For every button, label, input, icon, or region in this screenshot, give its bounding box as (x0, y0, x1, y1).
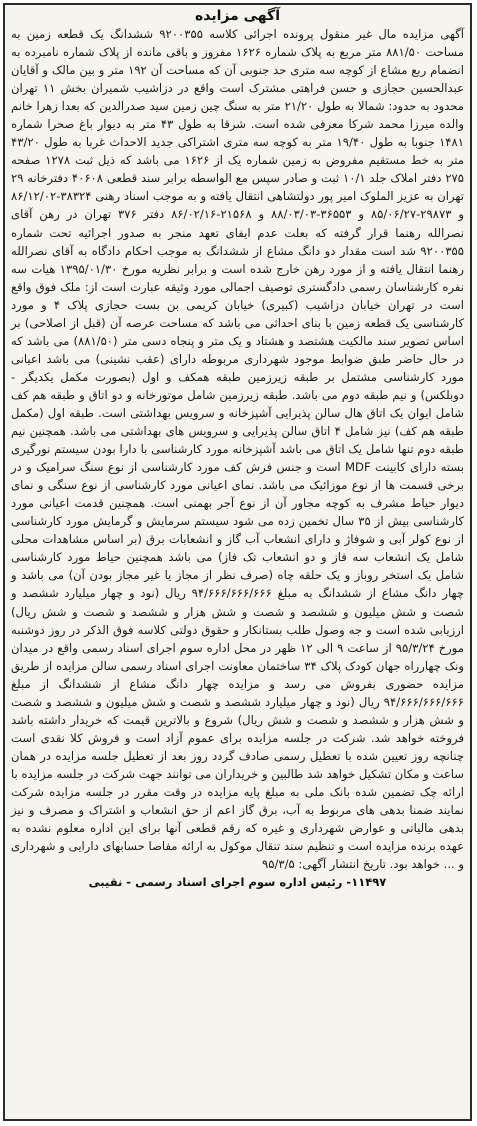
notice-body: آگهی مزایده مال غیر منقول پرونده اجرائی کلاسه ۹۲۰۰۳۵۵ ششدانگ یک قطعه زمین به مساحت ۸۸۱/۵۰ متر مربع به پلاک شماره ۱۶۲۶ مفروز و باقی مانده از پلاک شماره نامبرده به انضمام ربع مشاع از کوچه سه متری حد جنوبی آن که مساحت آن ۱۹۲ متر و بین مالک و آقایان عبدالحسین حجازی و حسن فراهتی مشترک است واقع در دزاشیب شمیران بخش ۱۱ تهران محدود به حدود: شمالا به طول ۲۱/۲۰ متر به سنگ چین زمین سید صدرالدین که بعدا زهرا خانم والده میرزا محمد شرکا معرفی شده است. شرقا به طول ۴۳ متر به دیوار باغ صحرا شماره ۱۴۸۱ جنوبا به طول ۱۹/۴۰ متر به کوچه سه متری اشتراکی جدید الاحداث غربا به طول ۴۳/۲۰ متر به خط مستقیم مفروض به زمین شماره یک از ۱۶۲۶ می باشد که ذیل ثبت ۱۲۷۸ صفحه ۲۷۵ دفتر املاک جلد ۱۰/۱ ثبت و صادر سپس مع الواسطه برابر سند قطعی ۴۰۶۰۸ دفترخانه ۲۹ تهران به عزیز الملوک امیر پور دولتشاهی انتقال یافته و به موجب اسناد رهنی ۳۸۳۲۴-۸۶/۱۲/۰۲ و ۲۹۸۷۳-۸۵/۰۶/۲۷ و ۳۶۵۵۳-۸۸/۰۳/۰۳ و ۲۱۵۶۸-۸۶/۰۲/۱۶ دفتر ۳۷۶ تهران در رهن آقای نصرالله رهنما قرار گرفته که بعلت عدم ایفای تعهد منجر به صدور اجرائیه تحت شماره ۹۲۰۰۳۵۵ شد است مقدار دو دانگ مشاع از ششدانگ به موجب احکام دادگاه به آقای نصرالله رهنما انتقال یافته و از مورد رهن خارج شده است و برابر نظریه مورخ ۱۳۹۵/۰۱/۳۰ هیات سه نفره کارشناسان رسمی دادگستری توصیف اجمالی مورد وثیقه عبارت است از: ملک فوق واقع است در تهران خیابان دزاشیب (کبیری) خیابان کریمی بن بست حجازی پلاک ۴ و مورد کارشناسی یک قطعه زمین با بنای احداثی می باشد که مساحت عرصه آن (قبل از اصلاحی) بر اساس تصویر سند مالکیت هشتصد و هشتاد و یک متر و پنجاه دسی متر (۸۸۱/۵۰) می باشد که در حال حاضر طبق ضوابط موجود شهرداری مربوطه دارای (عقب نشینی) می باشد اعیانی مورد کارشناسی مشتمل بر طبقه زیرزمین طبقه همکف و اول (بصورت مکمل یکدیگر - دوبلکس) و نیم طبقه دوم می باشد. طبقه زیرزمین شامل موتورخانه و دو اتاق و طبقه هم کف شامل ایوان یک اتاق هال سالن پذیرایی آشپزخانه و سرویس بهداشتی است. طبقه اول (مکمل طبقه هم کف) نیز شامل ۴ اتاق سالن پذیرایی و سرویس های بهداشتی می باشد. همچنین نیم طبقه دوم تنها شامل یک اتاق می باشد آشپزخانه مورد کارشناسی با دارا بودن سیستم نورگیری بسته دارای کابینت MDF است و جنس فرش کف مورد کارشناسی از نوع سنگ سرامیک و در برخی قسمت ها از نوع موزائیک می باشد. نمای اعیانی مورد کارشناسی از نوع سنگی و نمای دیوار حیاط مشرف به کوچه مجاور آن از نوع آجر بهمنی است. همچنین قدمت اعیانی مورد کارشناسی بیش از ۳۵ سال تخمین زده می شود سیستم سرمایش و گرمایش مورد کارشناسی از نوع کولر آبی و شوفاژ و دارای انشعاب آب گاز و انشعابات برق (بر اساس مشاهدات محلی شامل یک انشعاب سه فاز و دو انشعاب تک فاز) می باشد همچنین حیاط مورد کارشناسی شامل یک استخر روباز و یک حلقه چاه (صرف نظر از مجاز یا غیر مجاز بودن آن) می باشد و چهار دانگ مشاع از ششدانگ به مبلغ ۹۴/۶۶۶/۶۶۶/۶۶۶ ریال (نود و چهار میلیارد ششصد و شصت و شش میلیون و ششصد و شصت و شش هزار و ششصد و شصت و شش ریال) ارزیابی شده است و جه وصول طلب بستانکار و حقوق دولتی کلاسه فوق الذکر در روز دوشنبه مورخ ۹۵/۳/۲۴ از ساعت ۹ الی ۱۲ ظهر در محل اداره سوم اجرای اسناد رسمی واقع در میدان ونک چهارراه جهان کودک پلاک ۳۴ ساختمان معاونت اجرای اسناد رسمی سالن مزایده از طریق مزایده حضوری بفروش می رسد و مزایده چهار دانگ مشاع از ششدانگ از مبلغ ۹۴/۶۶۶/۶۶۶/۶۶۶ ریال (نود و چهار میلیارد ششصد و شصت و شش میلیون و ششصد و شصت و شش هزار و ششصد و شصت و شش ریال) شروع و بالاترین قیمت که خریدار داشته باشد فروخته خواهد شد. شرکت در جلسه مزایده برای عموم آزاد است و فروش کلا نقدی است چنانچه روز تعیین شده با تعطیل رسمی صادف گردد روز بعد از تعطیل جلسه مزایده در همان ساعت و مکان تشکیل خواهد شد طالبین و خریداران می توانند جهت شرکت در جلسه مزایده با ارائه چک تضمین شده بانک ملی به مبلغ پایه مزایده در وقت مقرر در جلسه مزایده شرکت نمایند ضمنا بدهی های مربوط به آب، برق گاز اعم از حق انشعاب و اشتراک و مصرف و نیز بدهی مالیاتی و عوارض شهرداری و غیره که رقم قطعی آنها برای این اداره معلوم نشده به عهده برنده مزایده است و تنظیم سند تنقال موکول به ارائه مفاصا حسابهای دارایی و شهرداری و ... خواهد بود. تاریخ انتشار آگهی: ۹۵/۳/۵ (11, 27, 465, 872)
auction-notice (3, 3, 472, 1121)
notice-title: آگهی مزایده (194, 8, 280, 24)
notice-signature: ۱۱۴۹۷- رئیس اداره سوم اجرای اسناد رسمی - نقیبی (88, 875, 387, 890)
